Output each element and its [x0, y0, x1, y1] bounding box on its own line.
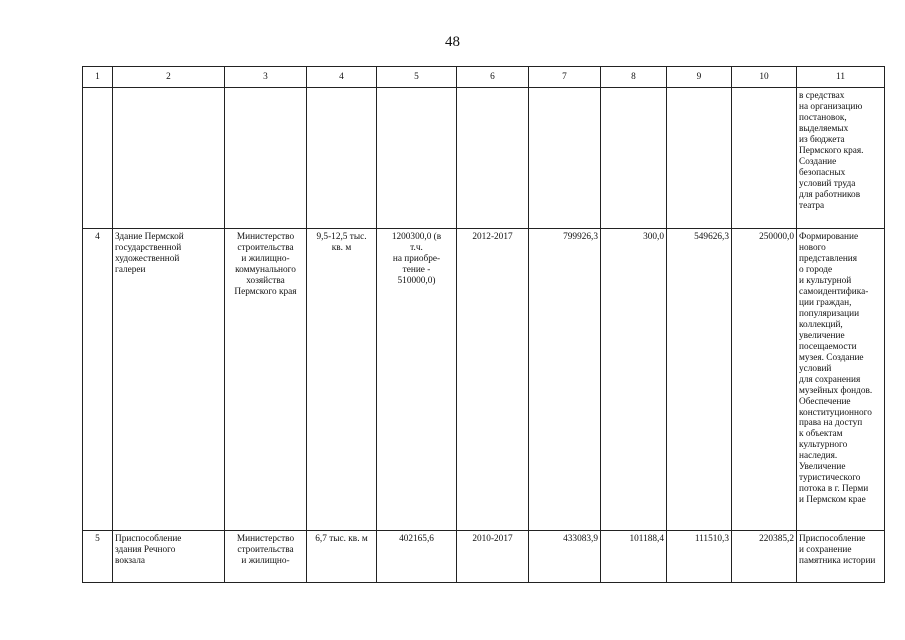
cell-cost	[377, 531, 457, 583]
table-row	[83, 531, 885, 583]
cell-line: на организацию	[799, 101, 863, 112]
cell-line: музея. Создание	[799, 352, 864, 363]
cell-line: условий	[799, 363, 832, 374]
cell-v8	[601, 88, 667, 229]
cell-line: и Пермском крае	[799, 495, 866, 506]
cell-line: к объектам	[799, 429, 843, 440]
cell-line: права на доступ	[799, 418, 863, 429]
cell-line: представления	[799, 253, 858, 264]
cell-line: Пермского края	[234, 286, 297, 297]
cell-line: строительства	[237, 242, 294, 253]
cell-line: безопасных	[799, 167, 846, 178]
cell-line: потока в г. Перми	[799, 484, 869, 495]
column-header-8: 8	[601, 67, 667, 88]
cell-line: 510000,0)	[397, 275, 436, 286]
cell-name	[113, 531, 225, 583]
column-header-4: 4	[307, 67, 377, 88]
cell-ministry	[225, 531, 307, 583]
cell-line: 402165,6	[399, 534, 434, 544]
cell-line: Приспособление	[799, 534, 866, 544]
cell-line: нового	[799, 242, 826, 253]
cell-line: наследия.	[799, 451, 838, 462]
cell-num: 5	[83, 531, 113, 583]
column-header-3: 3	[225, 67, 307, 88]
cell-line: вокзала	[115, 555, 146, 566]
cell-line: и жилищно-	[241, 253, 290, 264]
cell-line: культурного	[799, 440, 848, 451]
cell-line: т.ч.	[410, 242, 423, 253]
cell-line: постановок,	[799, 112, 847, 123]
cell-line: Приспособление	[115, 534, 182, 544]
cell-v7	[529, 88, 601, 229]
cell-v10: 220385,2	[732, 531, 797, 583]
cell-line: для сохранения	[799, 374, 861, 385]
cell-period: 2010-2017	[457, 531, 529, 583]
cell-v7: 799926,3	[529, 229, 601, 531]
cell-line: конституционного	[799, 407, 872, 418]
cell-v8: 300,0	[601, 229, 667, 531]
cell-line: и жилищно-	[241, 555, 290, 566]
cell-line: Создание	[799, 156, 837, 167]
cell-line: самоидентифика-	[799, 286, 869, 297]
cell-ministry	[225, 88, 307, 229]
cell-num: 4	[83, 229, 113, 531]
cell-result	[797, 229, 885, 531]
header-row	[83, 67, 885, 88]
cell-line: коммунального	[235, 264, 296, 275]
cell-v7: 433083,9	[529, 531, 601, 583]
cell-line: музейных фондов.	[799, 385, 873, 396]
cell-v10	[732, 88, 797, 229]
page-number: 48	[445, 34, 460, 50]
cell-line: о городе	[799, 264, 833, 275]
cell-v8: 101188,4	[601, 531, 667, 583]
cell-line: здания Речного	[115, 544, 176, 555]
cell-line: хозяйства	[246, 275, 285, 286]
cell-result	[797, 531, 885, 583]
column-header-10: 10	[732, 67, 797, 88]
cell-num	[83, 88, 113, 229]
cell-line: выделяемых	[799, 123, 849, 134]
cell-line: Пермского края.	[799, 145, 864, 156]
cell-line: ции граждан,	[799, 297, 852, 308]
column-header-1: 1	[83, 67, 113, 88]
cell-line: увеличение	[799, 330, 845, 341]
cell-line: Здание Пермской	[115, 232, 184, 242]
cell-period	[457, 88, 529, 229]
table-row	[83, 88, 885, 229]
cell-line: посещаемости	[799, 341, 857, 352]
cell-line: 1200300,0 (в	[391, 232, 442, 242]
cell-cost	[377, 229, 457, 531]
column-header-2: 2	[113, 67, 225, 88]
cell-name	[113, 88, 225, 229]
column-header-7: 7	[529, 67, 601, 88]
cell-line: Министерство	[236, 534, 295, 544]
cell-line: в средствах	[799, 91, 845, 101]
column-header-11: 11	[797, 67, 885, 88]
cell-v10: 250000,0	[732, 229, 797, 531]
column-header-9: 9	[667, 67, 732, 88]
cell-v9: 111510,3	[667, 531, 732, 583]
cell-line: Обеспечение	[799, 396, 851, 407]
column-header-6: 6	[457, 67, 529, 88]
cell-line: популяризации	[799, 308, 860, 319]
column-header-5: 5	[377, 67, 457, 88]
cell-cost	[377, 88, 457, 229]
cell-line: строительства	[237, 544, 294, 555]
cell-line: Министерство	[236, 232, 295, 242]
cell-line: 6,7 тыс. кв. м	[315, 534, 368, 544]
cell-line: для работников	[799, 189, 861, 200]
table-row	[83, 229, 885, 531]
cell-line: на приобре-	[392, 253, 441, 264]
cell-v9	[667, 88, 732, 229]
projects-table	[82, 66, 885, 583]
cell-line: театра	[799, 200, 825, 211]
cell-line: 9,5-12,5 тыс.	[316, 232, 367, 242]
cell-line: памятника истории	[799, 555, 876, 566]
cell-line: Формирование	[799, 232, 859, 242]
cell-area	[307, 531, 377, 583]
cell-line: и сохранение	[799, 544, 852, 555]
cell-line: кв. м	[331, 242, 352, 253]
cell-line: туристического	[799, 473, 861, 484]
table-body	[83, 88, 885, 583]
cell-line: коллекций,	[799, 319, 843, 330]
cell-line: государственной	[115, 242, 182, 253]
cell-line: художественной	[115, 253, 180, 264]
cell-result	[797, 88, 885, 229]
cell-area	[307, 229, 377, 531]
cell-area	[307, 88, 377, 229]
cell-period: 2012-2017	[457, 229, 529, 531]
cell-line: галереи	[115, 264, 146, 275]
cell-ministry	[225, 229, 307, 531]
cell-line: из бюджета	[799, 134, 845, 145]
cell-name	[113, 229, 225, 531]
cell-line: условий труда	[799, 178, 856, 189]
cell-v9: 549626,3	[667, 229, 732, 531]
cell-line: тение -	[402, 264, 431, 275]
cell-line: Увеличение	[799, 462, 846, 473]
cell-line: и культурной	[799, 275, 852, 286]
